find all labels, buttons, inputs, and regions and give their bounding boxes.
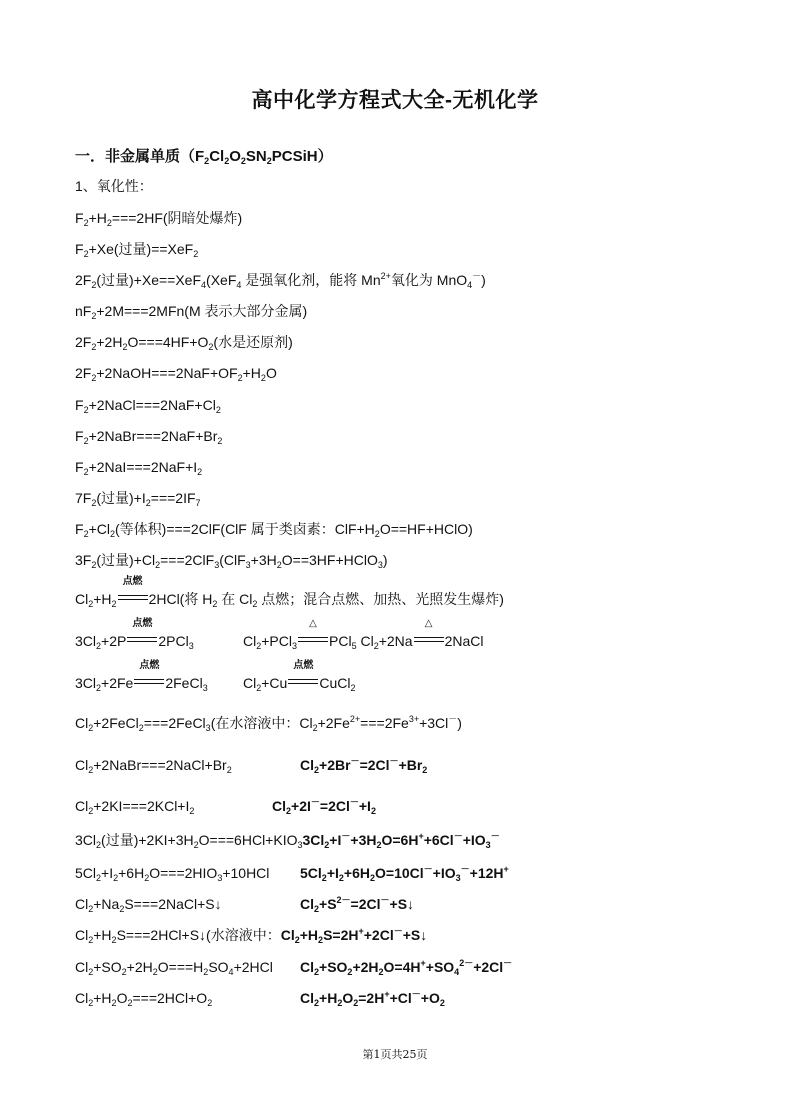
equation-line: $F_2+2NaBr===2NaF+Br_2$ <box>75 428 223 446</box>
equation-line: $2F_2$(过量)+Xe==XeF$_4$(XeF$_4$ 是强氧化剂，能将 $Mn^{2+}$氧化为 MnO$_4$－) <box>75 271 486 290</box>
equation-line: $2F_2+2NaOH===2NaF+OF_2+H_2O$ <box>75 365 277 383</box>
equation-line: $F_2+2NaI===2NaF+I_2$ <box>75 459 203 477</box>
reaction-condition: △ <box>298 631 328 651</box>
reaction-condition: 点燃 <box>288 673 318 693</box>
equation-line: $7F_2$(过量)$+I_2===2IF_7$ <box>75 490 201 508</box>
equation-line: $3F_2$(过量)$+Cl_2===2ClF_3(ClF_3+3H_2O==3HF+HClO_3)$ <box>75 552 388 570</box>
reaction-condition: △ <box>414 631 444 651</box>
equation-line: $3Cl_2+2Fe$ 点燃 2FeCl$_3$ $Cl_2+Cu$ 点燃 CuCl$_2$ <box>75 660 356 693</box>
equation-line: $Cl_2+SO_2+2H_2O===H_2SO_4+2HCl$ $Cl_2+SO_2+2H_2O=4H^++SO_4^{2-}+2Cl^-$ <box>75 958 513 977</box>
equation-line: $nF_2+2M===2MFn(M$ 表示大部分金属) <box>75 303 308 321</box>
equation-line: $2F_2+2H_2O===4HF+O_2$(水是还原剂) <box>75 334 293 352</box>
equation-line: $Cl_2+H_2S===2HCl+S↓$(水溶液中：$Cl_2+H_2S=2H^++2Cl^-+S↓$ <box>75 926 428 945</box>
equation-line: $3Cl_2$(过量)$+2KI+3H_2O===6HCl+KIO_33Cl_2+I^-+3H_2O=6H^++6Cl^-+IO_3^-$ <box>75 831 500 850</box>
equation-line: $Cl_2+H_2O_2===2HCl+O_2$ $Cl_2+H_2O_2=2H^++Cl^-+O_2$ <box>75 989 445 1008</box>
page-title: 高中化学方程式大全-无机化学 <box>251 89 539 112</box>
equation-line: $Cl_2+H_2$ 点燃 2HCl(将 $H_2$ 在 $Cl_2$ 点燃；混合点燃、加热、光照发生爆炸) <box>75 576 504 609</box>
reaction-condition: 点燃 <box>118 589 148 609</box>
page-footer: 第1页共25页 <box>362 1048 428 1061</box>
reaction-condition: 点燃 <box>127 631 157 651</box>
equation-line: $Cl_2+2FeCl_2===2FeCl_3$(在水溶液中：$Cl_2+2Fe^{2+}===2Fe^{3+}+3Cl^-$) <box>75 714 462 733</box>
equation-line: $F_2+H_2===2HF$(阴暗处爆炸) <box>75 210 243 228</box>
equation-line: $F_2+Cl_2$(等体积)===2ClF(ClF 属于类卤素：$ClF+H_2O==HF+HClO$) <box>75 521 473 539</box>
section-heading: 一．非金属单质$(F_2Cl_2O_2SN_2PCSiH)$ <box>75 148 333 166</box>
subsection-heading: 1、氧化性： <box>75 178 153 194</box>
equation-line: $Cl_2+2NaBr===2NaCl+Br_2$ $Cl_2+2Br^-=2Cl^-+Br_2$ <box>75 756 428 775</box>
reaction-condition: 点燃 <box>134 673 164 693</box>
equation-line: $Cl_2+2KI===2KCl+I_2$ $Cl_2+2I^-=2Cl^-+I_2$ <box>75 797 376 816</box>
equation-line: $5Cl_2+I_2+6H_2O===2HIO_3+10HCl$ $5Cl_2+I_2+6H_2O=10Cl^-+IO_3^-+12H^+$ <box>75 864 509 883</box>
equation-line: $F_2+2NaCl===2NaF+Cl_2$ <box>75 397 221 415</box>
equation-line: $Cl_2+Na_2S===2NaCl+S↓$ $Cl_2+S^{2-}=2Cl^-+S↓$ <box>75 895 415 914</box>
equation-line: $3Cl_2+2P$ 点燃 2PCl$_3$ $Cl_2+PCl_3$ △ PCl$_5$ $Cl_2+2Na$ △ 2NaCl <box>75 618 484 651</box>
equation-line: $F_2+Xe$(过量)==XeF$_2$ <box>75 241 199 259</box>
